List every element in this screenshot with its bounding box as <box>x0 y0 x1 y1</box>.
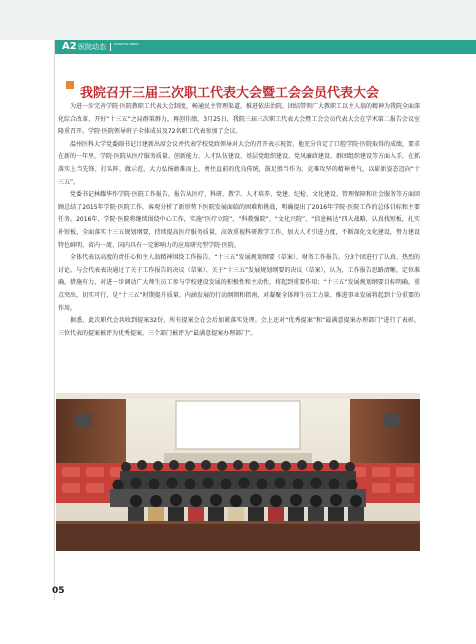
margin-rule <box>54 40 55 600</box>
article-body <box>58 101 420 340</box>
title-bullet-icon <box>66 81 74 89</box>
page-number: 05 <box>52 586 65 596</box>
article-paragraph: 温州医科大学党委副书记吕建新出席会议并代表学校党政领导对大会的召开表示祝贺。他充分肯定了口腔学院·医院取得的成绩，要求在新的一年里，学院·医院从医疗服务质量、创新能力、人才队伍建设、基层党组织建设、党风廉政建设、群团组织建设等方面入手，在抓落实上当先锋、打头阵、做示范，大力弘扬敢难而上、勇往直前的优良传统，鼓足胜当作为、克难攻坚的精神勇气，以崭新姿态迈向“十三五”。 <box>58 140 420 186</box>
article-paragraph: 党委书记林耀华作学院·医院工作报告。报告从医疗、科研、教学、人才培养、党建、纪检、文化建设、管理保障和社会服务等方面回顾总结了2015年学院·医院工作，客观分析了新形势下医院发展面临的困难和挑战，明确提出了2016年学院·医院工作的总体目标和主要任务。2016年，学院·医院将继续围绕中心工作，实施“医疗立院”、“科教强院”、“文化兴院”、“信息畅达”四大战略，认真找短板，扎实补短板，全面落实十三五规划纲要，持续提高医疗服务质量，高效重视科研教学工作，加大人才引进力度，不断深化文化建设，努力建设特色鲜明、省内一流、国内具有一定影响力的应用研究型学院·医院。 <box>58 191 420 249</box>
section-subtitle: HOSPITAL NEWS <box>114 42 139 46</box>
article-paragraph: 全体代表以高度的责任心和主人翁精神围绕工作报告、“十三五”发展规划纲要（草案）、财务工作报告，分3个团进行了认真、热烈的讨论。与会代表表决通过了关于工作报告的决议（草案）、关于“十三五”发展规划纲要的决议（草案），认为，工作报告思路清晰，定位准确，措施有力，对进一步调动广大师生员工参与学校建设发展的积极性和主动性，将起到重要作用；“十三五”发展规划纲要目标明确，重点突出，切实可行，是“十三五”时期提升质量、内涵发展的行动纲领和指南，对凝聚全体师生员工力量、推进事业发展将起到十分重要的作用。 <box>58 254 420 312</box>
article-paragraph: 为进一步完善学院·医院教职工代表大会制度，畅通民主管理渠道，推进依法治院，团结带领广大教职工以主人翁的精神为我院全面深化综合改革、开好“十三五”之局群策群力，再创佳绩，3月25日，我院三届三次职工代表大会暨工会会员代表大会在学术第二报告会议室隆重召开。学院·医院领导班子全体成员及72名职工代表参加了会议。 <box>58 103 420 136</box>
section-code: A2 <box>62 41 77 52</box>
section-name: 医院动态 <box>78 43 106 51</box>
article-paragraph: 据悉，此次职代会共收到提案32份，所有提案会在会后加紧落实处理。会上还对“优秀提案”和“最满意提案办理部门”进行了表彰，三位代表的提案被评为优秀提案，三个部门被评为“最满意提案办理部门”。 <box>58 317 420 337</box>
top-band <box>0 0 476 40</box>
article-title: 我院召开三届三次职工代表大会暨工会会员代表大会 <box>80 85 380 101</box>
group-photo <box>56 393 420 551</box>
section-separator <box>110 43 111 51</box>
group-photo-image <box>56 393 420 551</box>
